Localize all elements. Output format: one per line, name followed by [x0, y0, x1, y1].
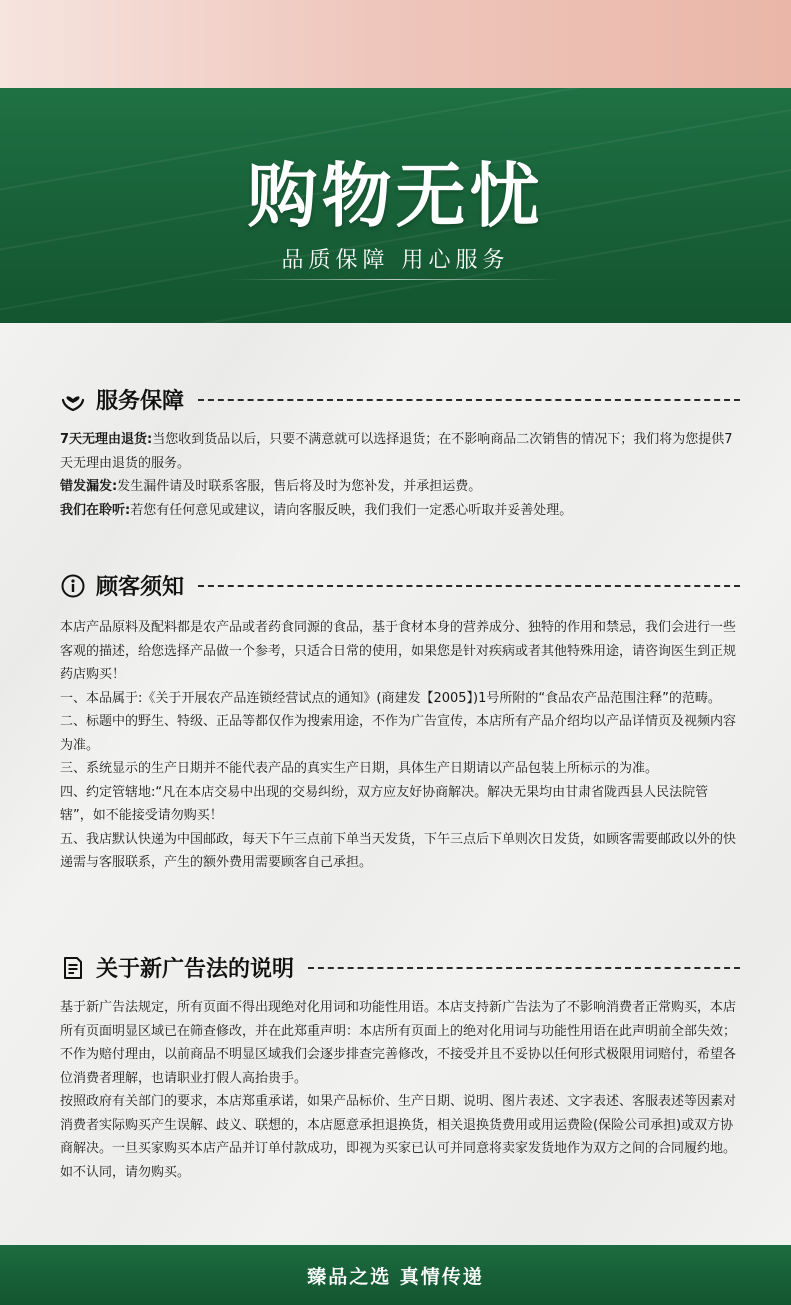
- notice-paragraph: 二、标题中的野生、特级、正品等都仅作为搜索用途，不作为广告宣传，本店所有产品介绍均以产品详情页及视频内容为准。: [60, 714, 737, 753]
- hero-divider: [230, 279, 561, 280]
- service-item: 我们在聆听:若您有任何意见或建议，请向客服反映，我们我们一定悉心听取并妥善处理。: [60, 502, 573, 518]
- notice-section-body: [60, 616, 740, 875]
- notice-paragraph: 一、本品属于:《关于开展农产品连锁经营试点的通知》(商建发【2005】)1号所附的“食品农产品范围注释”的范畴。: [60, 690, 721, 706]
- adlaw-paragraph: 按照政府有关部门的要求，本店郑重承诺，如果产品标价、生产日期、说明、图片表述、文字表述、客服表述等因素对消费者实际购买产生误解、歧义、联想的，本店愿意承担退换货，相关退换货费用或用运费险(保险公司承担)或双方协商解决。一旦买家购买本店产品并订单付款成功，即视为买家已认可并同意将卖家发货地作为双方之间的合同履约地。如不认同，请勿购买。: [60, 1094, 737, 1180]
- adlaw-section-body: [60, 996, 740, 1184]
- footer-slogan: 臻品之选 真情传递: [307, 1266, 484, 1288]
- document-icon: [60, 955, 86, 981]
- section-dashed-rule: [198, 585, 740, 587]
- service-item: 7天无理由退货:当您收到货品以后，只要不满意就可以选择退货；在不影响商品二次销售的情况下；我们将为您提供7天无理由退货的服务。: [60, 432, 733, 471]
- hero-title: 购物无忧: [247, 155, 544, 237]
- hero-banner: [0, 88, 791, 323]
- info-icon: [60, 573, 86, 599]
- section-dashed-rule: [308, 967, 740, 969]
- notice-paragraph: 五、我店默认快递为中国邮政，每天下午三点前下单当天发货，下午三点后下单则次日发货，如顾客需要邮政以外的快递需与客服联系，产生的额外费用需要顾客自己承担。: [60, 831, 737, 870]
- notice-paragraph: 四、约定管辖地:“凡在本店交易中出现的交易纠纷，双方应友好协商解决。解决无果均由甘肃省陇西县人民法院管辖”，如不能接受请勿购买！: [60, 784, 709, 823]
- service-item: 错发漏发:发生漏件请及时联系客服，售后将及时为您补发，并承担运费。: [60, 479, 482, 494]
- service-section-header: [60, 384, 740, 415]
- adlaw-section-header: [60, 952, 740, 983]
- footer-banner: [0, 1245, 791, 1305]
- adlaw-section-title: 关于新广告法的说明: [96, 957, 295, 982]
- notice-section-header: [60, 570, 740, 601]
- notice-paragraph: 三、系统显示的生产日期并不能代表产品的真实生产日期，具体生产日期请以产品包装上所标示的为准。: [60, 761, 659, 776]
- service-section-body: [60, 428, 740, 522]
- hero-subtitle: 品质保障 用心服务: [281, 248, 510, 273]
- notice-section-title: 顾客须知: [96, 575, 185, 600]
- heart-hands-icon: [60, 387, 86, 413]
- top-pink-band: [0, 0, 791, 88]
- adlaw-paragraph: 基于新广告法规定，所有页面不得出现绝对化用词和功能性用语。本店支持新广告法为了不影响消费者正常购买，本店所有页面明显区域已在筛查修改，并在此郑重声明：本店所有页面上的绝对化用词与功能性用语在此声明前全部失效；不作为赔付理由，以前商品不明显区域我们会逐步排查完善修改，不接受并且不妥协以任何形式极限用词赔付，希望各位消费者理解，也请职业打假人高抬贵手。: [60, 1000, 737, 1086]
- notice-paragraph: 本店产品原料及配料都是农产品或者药食同源的食品，基于食材本身的营养成分、独特的作用和禁忌，我们会进行一些客观的描述，给您选择产品做一个参考，只适合日常的使用，如果您是针对疾病或者其他特殊用途，请咨询医生到正规药店购买！: [60, 620, 737, 682]
- service-section-title: 服务保障: [96, 389, 185, 414]
- section-dashed-rule: [198, 399, 740, 401]
